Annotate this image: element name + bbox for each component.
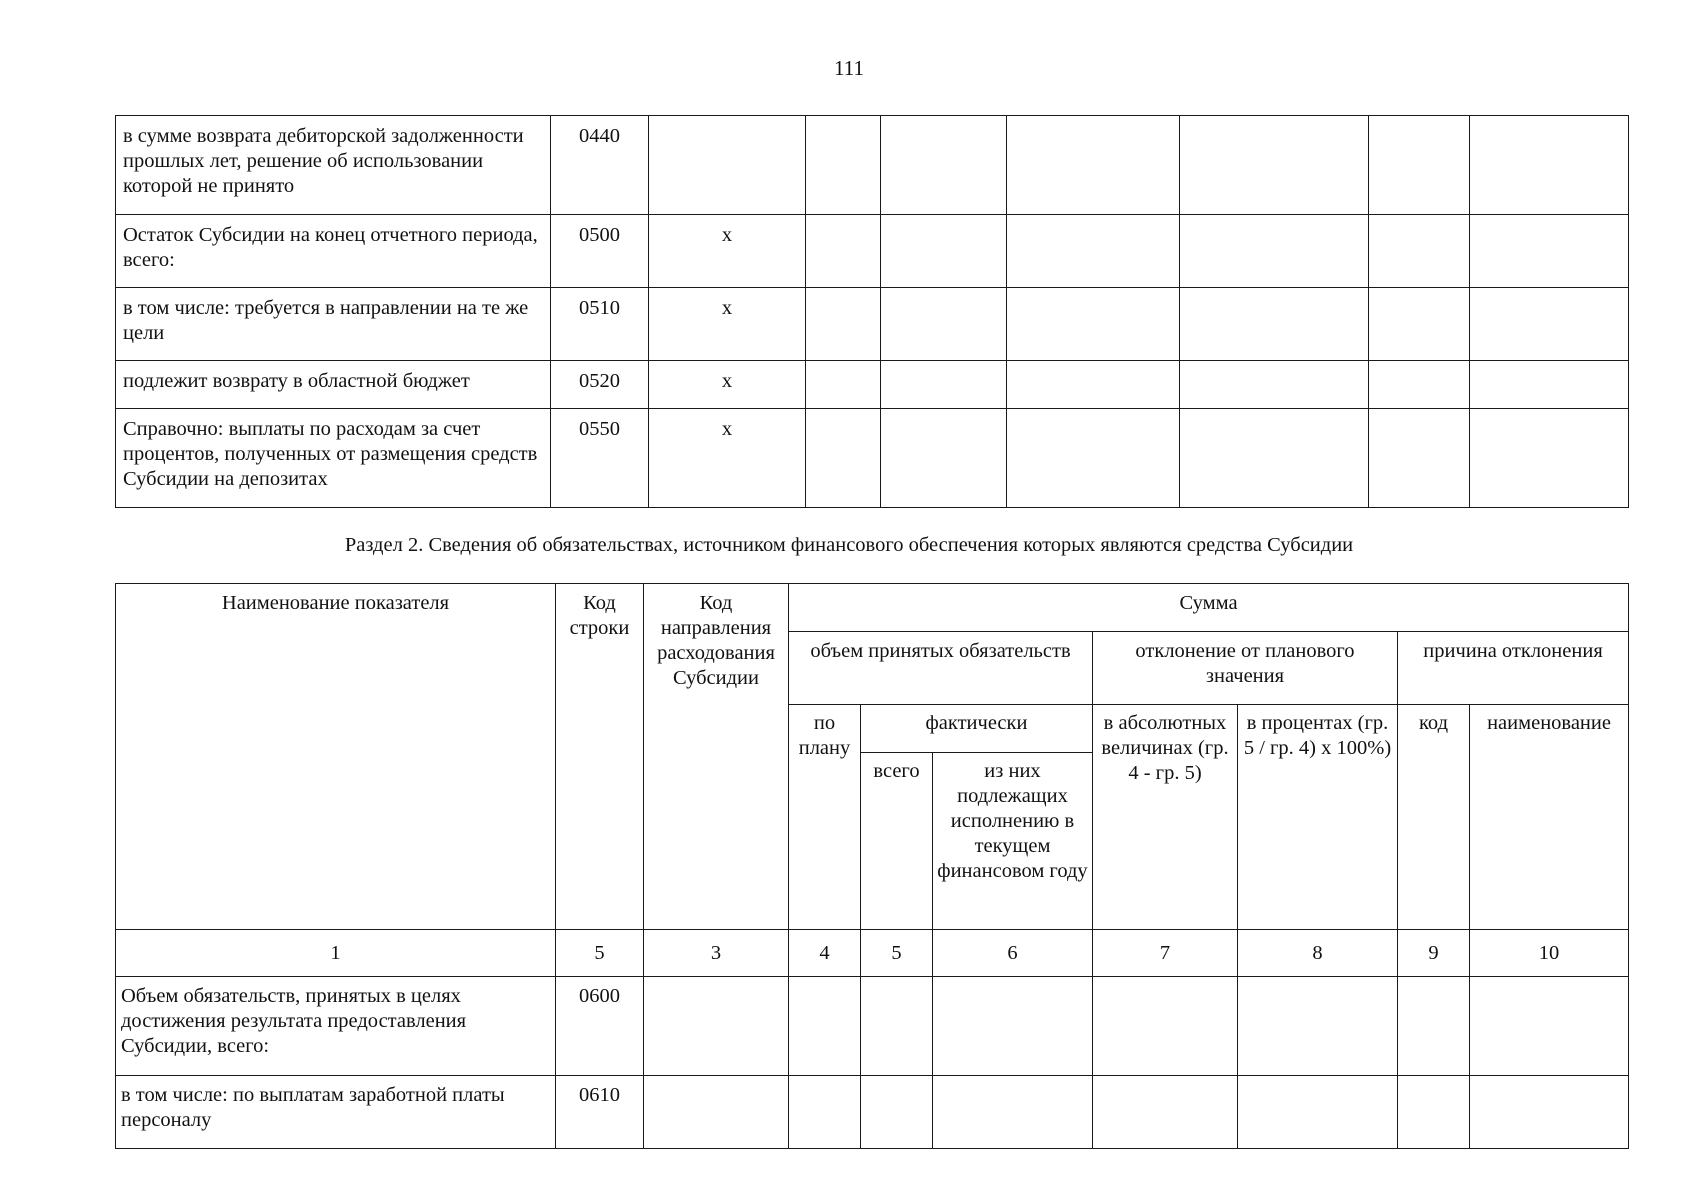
column-number: 5 — [861, 930, 933, 977]
column-number: 9 — [1398, 930, 1470, 977]
header-reason-name: наименование — [1470, 705, 1629, 930]
column-number: 3 — [644, 930, 789, 977]
row-name: в том числе: требуется в направлении на те же цели — [116, 288, 551, 361]
column-number: 8 — [1238, 930, 1398, 977]
header-current-year: из них подлежащих исполнению в текущем финансовом году — [933, 753, 1093, 930]
row-code: 0500 — [551, 215, 649, 288]
table-row — [116, 977, 1629, 1076]
column-number: 5 — [556, 930, 644, 977]
column-number-row — [116, 930, 1629, 977]
row-code: 0510 — [551, 288, 649, 361]
header-deviation-reason: причина отклонения — [1398, 632, 1629, 705]
header-deviation: отклонение от планового значения — [1093, 632, 1398, 705]
row-col3: x — [649, 409, 806, 508]
row-name: Остаток Субсидии на конец отчетного периода, всего: — [116, 215, 551, 288]
column-number: 4 — [789, 930, 861, 977]
header-percent: в процентах (гр. 5 / гр. 4) x 100%) — [1238, 705, 1398, 930]
row-name: Справочно: выплаты по расходам за счет процентов, полученных от размещения средств Субсидии на депозитах — [116, 409, 551, 508]
row-code: 0610 — [556, 1076, 644, 1149]
obligations-table — [115, 583, 1629, 1149]
table-row — [116, 288, 1629, 361]
row-col3 — [649, 116, 806, 215]
row-code: 0550 — [551, 409, 649, 508]
column-number: 6 — [933, 930, 1093, 977]
column-number: 7 — [1093, 930, 1238, 977]
table-row — [116, 116, 1629, 215]
row-col3: x — [649, 288, 806, 361]
header-actual-total: всего — [861, 753, 933, 930]
row-name: подлежит возврату в областной бюджет — [116, 361, 551, 409]
row-col3: x — [649, 215, 806, 288]
table-row — [116, 1076, 1629, 1149]
page-number: 111 — [834, 56, 864, 80]
header-reason-code: код — [1398, 705, 1470, 930]
row-name: в том числе: по выплатам заработной платы персоналу — [116, 1076, 556, 1149]
row-col3: x — [649, 361, 806, 409]
row-code: 0600 — [556, 977, 644, 1076]
section-2-title: Раздел 2. Сведения об обязательствах, источником финансового обеспечения которых являются средства Субсидии — [344, 534, 1354, 556]
header-plan: по плану — [789, 705, 861, 930]
header-name: Наименование показателя — [116, 584, 556, 930]
row-code: 0520 — [551, 361, 649, 409]
header-line-code: Код строки — [556, 584, 644, 930]
row-code: 0440 — [551, 116, 649, 215]
header-sum: Сумма — [789, 584, 1629, 632]
header-absolute: в абсолютных величинах (гр. 4 - гр. 5) — [1093, 705, 1238, 930]
row-name: Объем обязательств, принятых в целях достижения результата предоставления Субсидии, всего: — [116, 977, 556, 1076]
row-name: в сумме возврата дебиторской задолженности прошлых лет, решение об использовании которой не принято — [116, 116, 551, 215]
subsidy-balance-table — [115, 115, 1629, 508]
table-row — [116, 409, 1629, 508]
header-actual: фактически — [861, 705, 1093, 753]
header-direction-code: Код направления расходования Субсидии — [644, 584, 789, 930]
column-number: 10 — [1470, 930, 1629, 977]
column-number: 1 — [116, 930, 556, 977]
header-accepted-obligations: объем принятых обязательств — [789, 632, 1093, 705]
table-row — [116, 361, 1629, 409]
table-row — [116, 215, 1629, 288]
